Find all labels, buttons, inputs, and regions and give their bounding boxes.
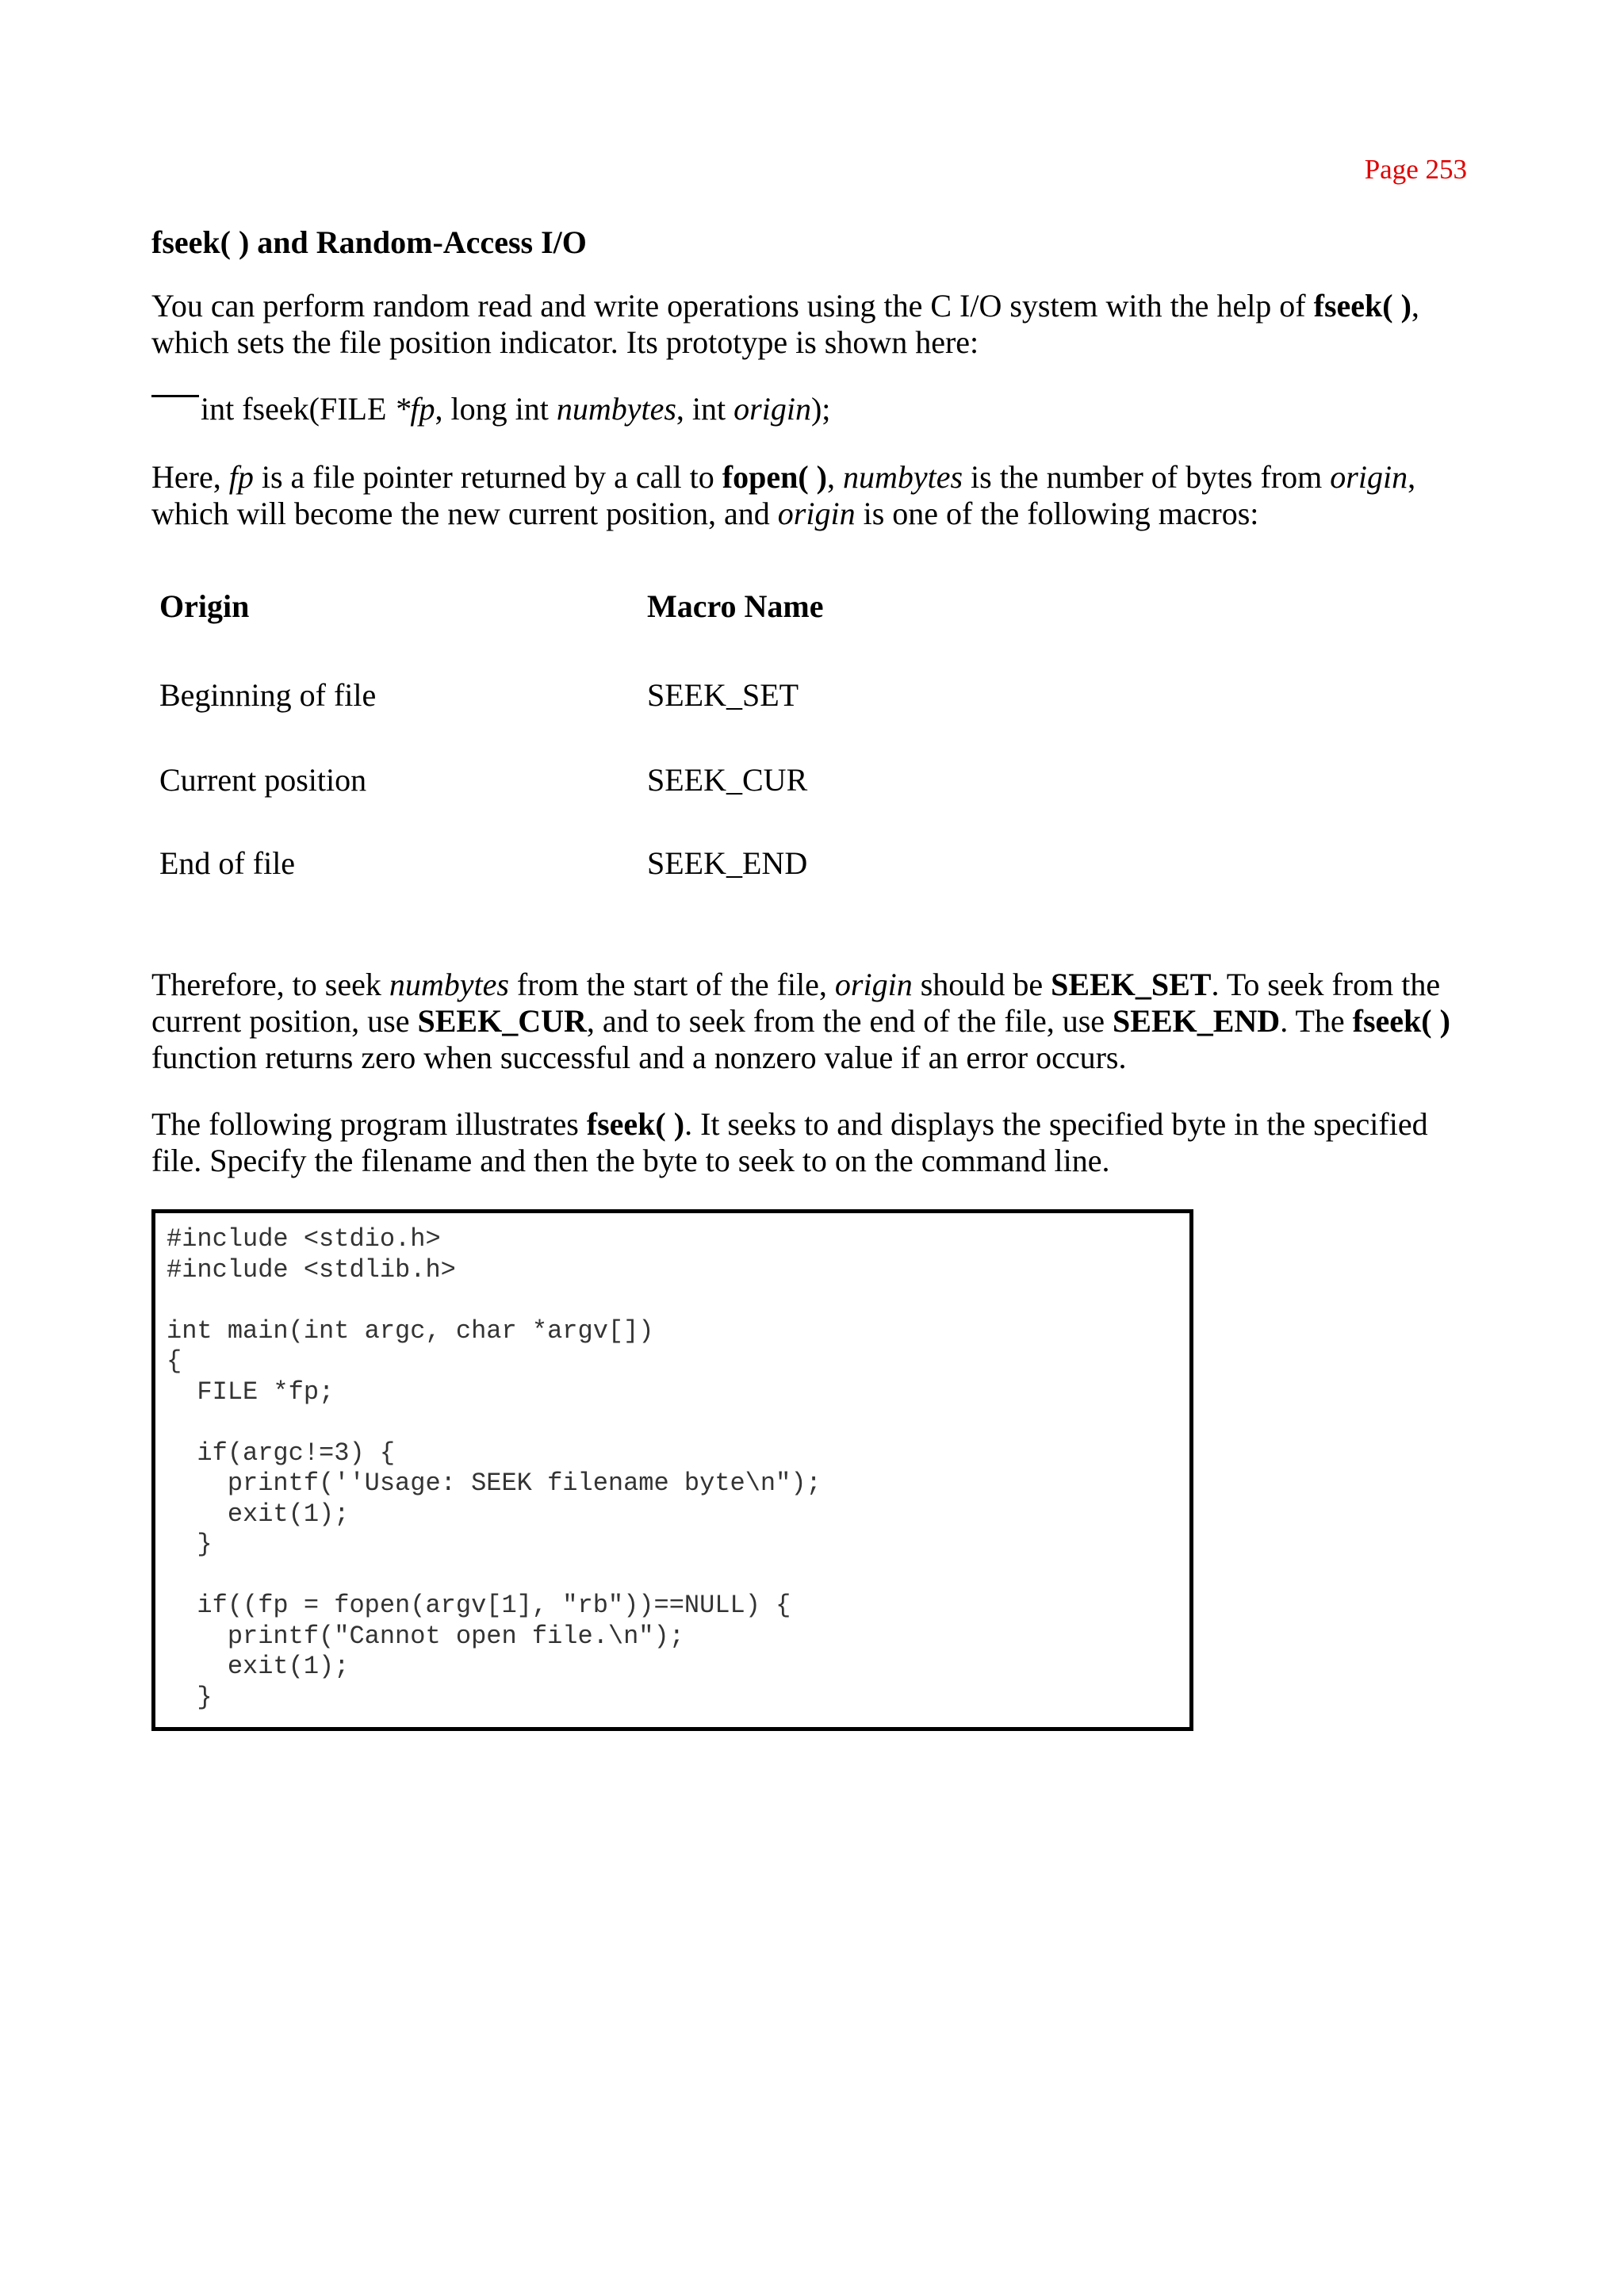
seek-fseek-ref: fseek( ) bbox=[1352, 1003, 1450, 1039]
seek-text-7: function returns zero when successful and a nonzero value if an error occurs. bbox=[151, 1040, 1127, 1075]
prototype-param-numbytes: numbytes bbox=[556, 391, 676, 427]
explanation-text-5: , which will become the new current position, and bbox=[151, 459, 1416, 531]
program-intro-text-2: . It seeks to and displays the specified byte in the specified file. Specify the filename and then the byte to seek to on the command line. bbox=[151, 1106, 1428, 1178]
seek-modes-paragraph bbox=[151, 967, 1468, 1076]
seek-set-ref: SEEK_SET bbox=[1051, 967, 1212, 1002]
seek-cur-ref: SEEK_CUR bbox=[417, 1003, 587, 1039]
seek-text-4: . To seek from the current position, use bbox=[151, 967, 1441, 1039]
table-cell-origin: End of file bbox=[159, 845, 296, 881]
explanation-fopen-ref: fopen( ) bbox=[722, 459, 827, 495]
explanation-origin-2: origin bbox=[777, 496, 856, 531]
table-row bbox=[159, 635, 824, 738]
table-cell-origin: Beginning of file bbox=[159, 676, 377, 713]
page-content bbox=[151, 224, 1468, 1731]
prototype-text-2: , long int bbox=[435, 391, 557, 427]
prototype-text-4: ); bbox=[810, 391, 831, 427]
prototype-marker bbox=[151, 395, 199, 397]
prototype-line bbox=[151, 391, 1468, 427]
explanation-text-6: is one of the following macros: bbox=[855, 496, 1259, 531]
explanation-paragraph bbox=[151, 459, 1468, 532]
program-intro-paragraph bbox=[151, 1106, 1468, 1179]
seek-text-6: . The bbox=[1280, 1003, 1353, 1039]
explanation-text-1: Here, bbox=[151, 459, 229, 495]
program-intro-fseek-ref: fseek( ) bbox=[586, 1106, 685, 1142]
program-intro-text-1: The following program illustrates bbox=[151, 1106, 587, 1142]
seek-text-2: from the start of the file, bbox=[508, 967, 835, 1002]
seek-numbytes: numbytes bbox=[389, 967, 509, 1002]
table-header-row bbox=[159, 588, 824, 635]
table-cell-macro: SEEK_END bbox=[647, 845, 808, 881]
seek-origin: origin bbox=[834, 967, 913, 1002]
table-cell-macro: SEEK_SET bbox=[647, 676, 799, 713]
seek-text-5: , and to seek from the end of the file, use bbox=[586, 1003, 1113, 1039]
prototype-param-origin: origin bbox=[733, 391, 811, 427]
intro-text-1: You can perform random read and write operations using the C I/O system with the help of bbox=[151, 288, 1314, 324]
explanation-text-4: is the number of bytes from bbox=[963, 459, 1331, 495]
prototype-text-1: int fseek(FILE bbox=[201, 391, 395, 427]
prototype-text-3: , int bbox=[676, 391, 734, 427]
page-number: Page 253 bbox=[1364, 154, 1467, 185]
table-header-origin: Origin bbox=[159, 588, 250, 624]
table-cell-origin: Current position bbox=[159, 762, 367, 798]
table-cell-macro: SEEK_CUR bbox=[647, 762, 808, 798]
explanation-text-3: , bbox=[826, 459, 843, 495]
explanation-origin-1: origin bbox=[1330, 459, 1408, 495]
macro-table bbox=[159, 588, 824, 905]
explanation-text-2: is a file pointer returned by a call to bbox=[253, 459, 722, 495]
table-row bbox=[159, 738, 824, 821]
intro-fseek-ref: fseek( ) bbox=[1313, 288, 1411, 324]
explanation-numbytes: numbytes bbox=[842, 459, 963, 495]
code-listing: #include <stdio.h> #include <stdlib.h> int main(int argc, char *argv[]) { FILE *fp; if(argc!=3) { printf(''Usage: SEEK filename byte\n"); exit(1); } if((fp = fopen(argv[1], "rb"))==NULL) { printf("Cannot open file.\n"); exit(1); } bbox=[151, 1209, 1193, 1731]
seek-text-3: should be bbox=[912, 967, 1051, 1002]
explanation-fp: fp bbox=[228, 459, 254, 495]
intro-paragraph bbox=[151, 288, 1468, 361]
section-heading: fseek( ) and Random-Access I/O bbox=[151, 224, 587, 260]
intro-text-2: , which sets the file position indicator. Its prototype is shown here: bbox=[151, 288, 1419, 360]
table-header-macro-name: Macro Name bbox=[647, 588, 824, 624]
seek-end-ref: SEEK_END bbox=[1113, 1003, 1281, 1039]
seek-text-1: Therefore, to seek bbox=[151, 967, 389, 1002]
table-row bbox=[159, 821, 824, 905]
prototype-param-fp: *fp bbox=[394, 391, 435, 427]
